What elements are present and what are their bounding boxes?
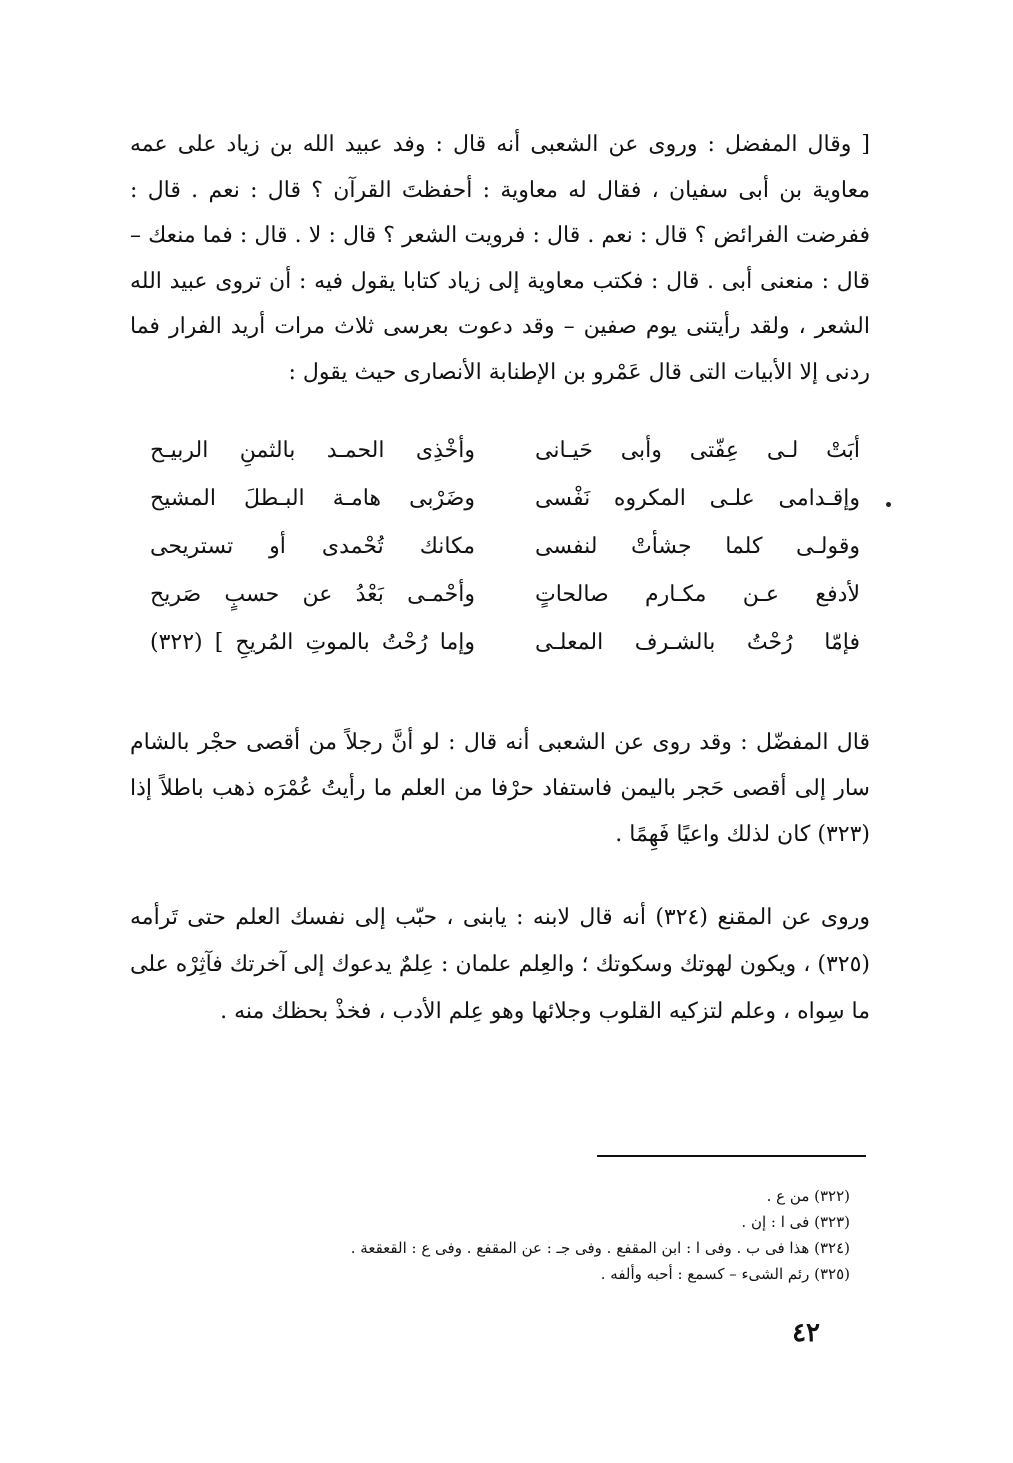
poem-verse bbox=[150, 475, 860, 523]
poem-verse bbox=[150, 523, 860, 571]
margin-dot bbox=[886, 502, 891, 507]
paragraph-text: قال المفضّل : وقد روى عن الشعبى أنه قال : لو أنَّ رجلاً من أقصى حجْر بالشام سار إلى أقصى حَجر باليمن فاستفاد حرْفا من العلم ما رأيتُ عُمْرَه ذهب باطلاً إذا (٣٢٣) كان لذلك واعيًا فَهِمًا . bbox=[130, 730, 870, 847]
poem-verse bbox=[150, 571, 860, 619]
verse-first-hemistich: وقولـى كلما جشأتْ لنفسى bbox=[535, 534, 860, 559]
page-number: ٤٢ bbox=[792, 1318, 820, 1348]
verse-first-hemistich: أبَتْ لـى عِفّتى وأبى حَيـانى bbox=[535, 438, 860, 463]
verse-second-hemistich: مكانك تُحْمدى أو تستريحى bbox=[150, 534, 475, 559]
footnotes bbox=[200, 1183, 850, 1287]
footnote-separator bbox=[597, 1155, 866, 1157]
footnote: (٣٢٤) هذا فى ب . وفى ا : ابن المقفع . وفى جـ : عن المقفع . وفى ع : القعقعة . bbox=[350, 1239, 850, 1257]
footnote: (٣٢٣) فى ا : إن . bbox=[741, 1213, 850, 1231]
verse-second-hemistich: وضَرْبى هامـة البـطلَ المشيح bbox=[150, 486, 475, 511]
verse-first-hemistich: وإقـدامى علـى المكروه نَفْسى bbox=[535, 486, 860, 511]
paragraph-text: وروى عن المقنع (٣٢٤) أنه قال لابنه : يابنى ، حبّب إلى نفسك العلم حتى تَرأمه (٣٢٥) ، ويكون لهوتك وسكوتك ؛ والعِلم علمان : عِلمٌ يدعوك إلى آخرتك فآثِرْه على ما سِواه ، وعلم لتزكيه القلوب وجلائها وهو عِلم الأدب ، فخذْ بحظك منه . bbox=[130, 905, 870, 1024]
verse-second-hemistich: وأخْذِى الحمـد بالثمنِ الربيـح bbox=[150, 438, 475, 463]
paragraph-text: [ وقال المفضل : وروى عن الشعبى أنه قال : وفد عبيد الله بن زياد على عمه معاوية بن أبى سفيان ، فقال له معاوية : أحفظتَ القرآن ؟ قال : نعم . قال : ففرضت الفرائض ؟ قال : نعم . قال : فرويت الشعر ؟ قال : لا . قال : فما منعك – قال : منعنى أبى . قال : فكتب معاوية إلى زياد كتابا يقول فيه : أن تروى عبيد الله الشعر ، ولقد رأيتنى يوم صفين – وقد دعوت بعرسى ثلاث مرات أريد الفرار فما ردنى إلا الأبيات التى قال عَمْرو بن الإطنابة الأنصارى حيث يقول : bbox=[130, 132, 870, 385]
verse-first-hemistich: فإمّا رُحْتُ بالشـرف المعلـى bbox=[535, 630, 860, 655]
paragraph-muqanna-advice bbox=[130, 894, 870, 1035]
paragraph-mufaddal-shabi bbox=[130, 122, 870, 395]
poem-block bbox=[150, 427, 860, 667]
verse-second-hemistich: وإما رُحْتُ بالموتِ المُريحِ ] (٣٢٢) bbox=[150, 630, 475, 655]
verse-first-hemistich: لأدفع عـن مكـارم صالحاتٍ bbox=[535, 582, 860, 607]
verse-second-hemistich: وأحْمـى بَعْدُ عن حسبٍ صَريح bbox=[150, 582, 475, 607]
paragraph-knowledge-travel bbox=[130, 720, 870, 858]
poem-verse bbox=[150, 427, 860, 475]
poem-verse bbox=[150, 619, 860, 667]
footnote: (٣٢٥) رئم الشىء – كسمع : أحبه وألفه . bbox=[600, 1265, 850, 1283]
footnote: (٣٢٢) من ع . bbox=[766, 1187, 850, 1205]
